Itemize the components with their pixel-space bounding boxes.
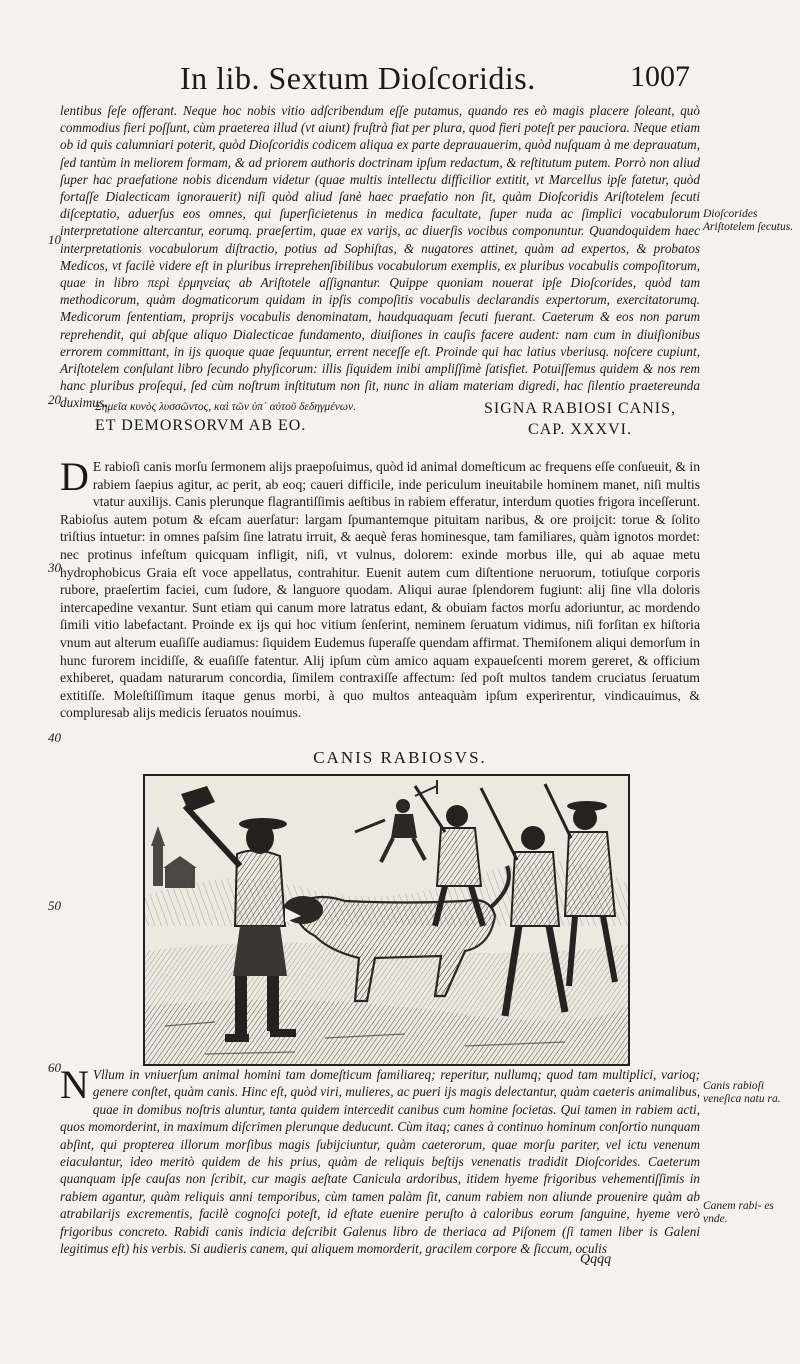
commentary-paragraph xyxy=(60,1062,700,1257)
line-number-20: 20 xyxy=(48,392,61,407)
drop-cap-d: D xyxy=(60,454,89,499)
chapter-paragraph xyxy=(60,454,700,742)
chapter-title-signa: SIGNA RABIOSI CANIS, xyxy=(483,400,677,417)
commentary-text: Vllum in vniuerſum animal homini tam domeſticum familiareq; reperitur, nullumq; quod tam multiplici, varioq; genere conſtet, quàm canis. Hinc eſt, quòd viri, mulieres, ac pueri ijs magis delectantur, quàm caeteris animalibus, quae in domibus noſtris aluntur, tanta quidem intercedit canibus cum homine ſocietas. Qui tamen in rabiem acti, quos momorderint, in maximum diſcrimen plerunque deducunt. Cùm itaq; canes à continuo hominum conſortio nunquam abſint, qui propterea illorum morſibus magis ſubijciuntur, quàm caeterorum, quae morſu pariter, vel ictu venenum eiaculantur, ideo meritò quidem de his prius, quàm de reliquis beſtijs venenatis tradidit Dioſcorides. Caeterum quanquam ipſe cauſas non ſcribit, cur magis aeſtate Canicula ardoribus, itidem hyeme frigoribus vehementiſſimis in rabiem agantur, quàm reliquis anni temporibus, cùm tamen palàm ſit, canum rabiem non aliunde prouenire quàm ab atrabilarijs excrementis, facilè cognoſci poteſt, id eſtate euenire peruſto à caloribus eorum ſanguine, hyeme verò frigoribus concreto. Rabidi canis indicia deſcribit Galenus libro de theriaca ad Piſonem (ſi tamen liber is Galeni legitimus eſt) his verbis. Si audieris canem, qui aliquem momorderit, gracilem corpore & ſiccum, oculis xyxy=(60,1067,700,1257)
line-number-50: 50 xyxy=(48,898,61,913)
line-number-40: 40 xyxy=(48,730,61,745)
line-number-60: 60 xyxy=(48,1060,61,1075)
chapter-title-latin-left: ET DEMORSORVM AB EO. xyxy=(95,417,307,434)
line-number-30: 30 xyxy=(48,560,61,575)
margin-note-venefica: Canis rabioſi veneſica natu ra. xyxy=(703,1080,781,1105)
woodcut-rabid-dog-scene xyxy=(145,776,628,1064)
woodcut-illustration xyxy=(143,774,630,1066)
figure-caption: CANIS RABIOSVS. xyxy=(313,748,487,767)
line-number-10: 10 xyxy=(48,232,61,247)
intro-paragraph: lentibus ſeſe offerant. Neque hoc nobis vitio adſcribendum eſſe putamus, quando res eò magis placere ſoleant, quò commodius fieri poſſunt, cùm praeterea illud (vt aiunt) fruſtrà fiat per plura, quod fieri poteſt per pauciora. Neque etiam ob id quis calumniari poterit, quòd Dioſcoridis codicem aliqua ex parte deprauauerim, quòd nuſquam à me deprauatum, ſed tantùm in meliorem formam, & ad priorem authoris doctrinam ipſum redactum, & reſtitutum putem. Porrò non aliud ſuper hac praefatione nobis dicendum videtur (quae multis intellectu difficilior extitit, vt Marcellus ipſe fatetur, quòd fortaſſe Dialecticam ignorauerit) niſi quòd aliud ſanè haec praefatio non ſit, quàm Dioſcoridis Ariſtotelem ſecuti diſceptatio, aduerſus eos omnes, qui ſuperſicietenus in medica facultate, ſuper nuda ac ſimplici vocabulorum interpretatione altercantur, eorumq. praeſertim, quae ex varijs, ac diuerſis vocibus componuntur. Quandoquidem haec interpretationis vocabulorum diſtractio, potius ad Sophiſtas, & nugatores attinet, quàm ad expertos, & probatos Medicos, vt facilè videre eſt in pluribus irreprehenſibilibus vocabulorum exemplis, ex pluribus vocabulis compoſitorum, quae in libro περὶ ἑρμηνείας ab Ariſtotele aſſignantur. Quippe quoniam nouerat ipſe Dioſcorides, quòd tam methodicorum, quàm dogmaticorum quidam in ipſis compoſitis vocabulis declarandis expertorum, exercitatorumq. Medicorum ſententiam, proprijs vocabulis denominatam, haudquaquam ſecuti fuerant. Caeterum & eos non parum reprehendit, qui abſque aliquo Dialecticae fundamento, diuiſiones in cauſis facere audent: nam cum in diuiſionibus errorem committant, in ijs quoque quae ſequuntur, errent neceſſe eſt. Proinde qui hac latius vberiusq. noſcere cupiunt, Ariſtotelem conſulant libro ſecundo phyſicorum: illis ſiquidem inibi ampliſſimè ſatisfiet. Potuiſſemus quidem & nos rem hanc pluribus proſequi, ſed cùm noſtrum inſtitutum non ſit, nunc in aliam materiam digredi, hac ſilentio praetereunda duximus. xyxy=(60,103,700,411)
chapter-text: E rabioſi canis morſu ſermonem alijs praepoſuimus, quòd id animal domeſticum ac frequens eſſe conſueuit, & in rabiem ſaepius agitur, ac perit, ab eoq; caueri difficile, inde periculum ineuitabile hominem manet, niſi multis vtatur auxilijs. Canis plerunque flagrantiſſimis aeſtibus in rabiem efferatur, interdum quoties frigora inceſſerunt. Rabioſus autem potum & eſcam auerſatur: largam ſpumantemque pituitam naribus, & ore proijcit: torue & ſolito triſtius intuetur: in omnes paſsim ſine latratu irruit, & aequè feras hominesque, tam familiares, quàm ignotos mordet: nec protinus infeſtum quicquam infligit, niſi, vt vulnus, dolorem: exinde morbus ille, qui ab aquae metu hydrophobicus Graia eſt voce appellatus, contrahitur. Euenit autem cum diſtentione neruorum, totiuſque corporis rubore, praeſertim faciei, cum ſudore, & languore quodam. Aliqui aurae ſplendorem fugiunt: alij ſine vlla doloris intercapedine vexantur. Sunt etiam qui canum more latratus edant, & obuiam factos morſu adoriuntur, ac mordendo ſimili vitio labefactant. Proinde ex ijs qui hoc vitium ſenſerint, neminem ſeruatum vidimus, niſi forſitan ex hiſtoria vnum aut alterum euaſiſſe audiamus: ſiquidem Eudemus ſuperaſſe quendam affirmat. Themiſonem aliqui demorſum in hunc furorem incidiſſe, & euaſiſſe fatentur. Alij ipſum cùm amico aquam expaueſcenti morem gereret, & officium exhiberet, quadam naturarum concordia, ſimilem contraxiſſe affectum: ſed poſt multos tandem cruciatus ſeruatum extitiſſe. Moleſtiſſimum itaque genus morbi, à quo multos anteaquàm ipſum experirentur, vindicauimus, & compluresab alijs medicis ſeruatos nouimus. xyxy=(60,459,700,721)
signature-mark: Qqqq xyxy=(580,1252,612,1267)
chapter-title-greek: Σημεῖα κυνὸς λυσσῶντος, καὶ τῶν ὑπ᾽ αὐτοῦ δεδηγμένων. xyxy=(95,401,356,413)
running-header xyxy=(170,60,690,100)
running-title: In lib. Sextum Dioſcoridis. xyxy=(180,60,536,96)
chapter-title-latin-right xyxy=(460,398,700,440)
margin-note-dioscorides: Dioſcorides Ariſtotelem ſecutus. xyxy=(703,208,794,233)
page-number: 1007 xyxy=(630,60,690,93)
margin-note-rabies: Canem rabi- es vnde. xyxy=(703,1200,774,1225)
chapter-number: CAP. XXXVI. xyxy=(528,421,632,438)
drop-cap-n: N xyxy=(60,1062,89,1107)
